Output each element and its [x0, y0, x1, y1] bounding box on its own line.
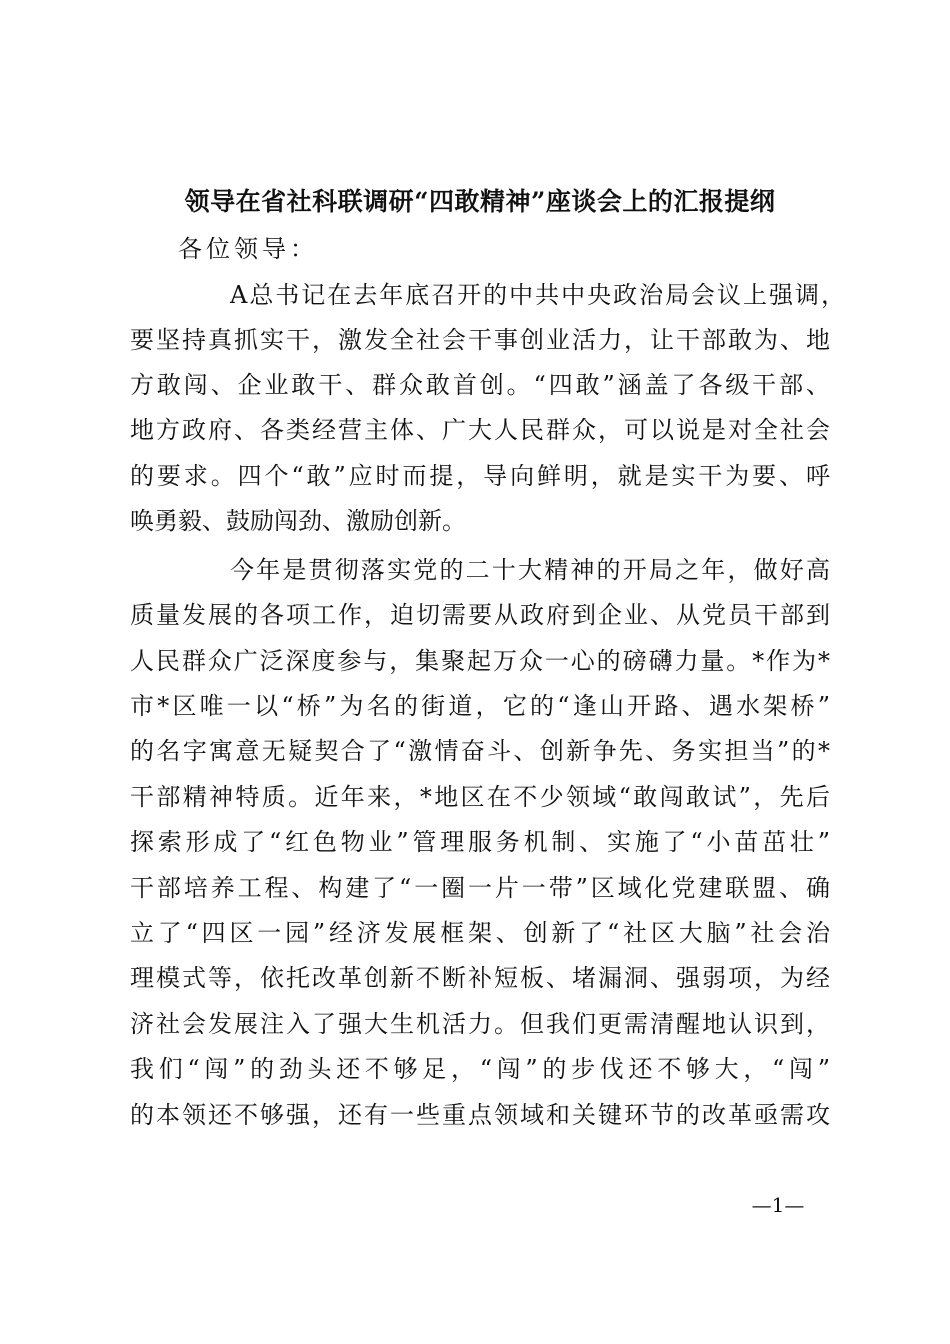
- salutation: 各位领导：: [178, 235, 318, 263]
- paragraph-2-line-1: 今年是贯彻落实党的二十大精神的开局之年，做好高: [230, 556, 830, 584]
- paragraph-1-line-4: 地方政府、各类经营主体、广大人民群众，可以说是对全社会: [130, 416, 830, 444]
- paragraph-2-line-5: 的名字寓意无疑契合了“激情奋斗、创新争先、务实担当”的*: [130, 737, 830, 765]
- paragraph-2-line-8: 干部培养工程、构建了“一圈一片一带”区域化党建联盟、确: [130, 874, 830, 902]
- paragraph-2-line-2: 质量发展的各项工作，迫切需要从政府到企业、从党员干部到: [130, 601, 830, 629]
- paragraph-2-line-9: 立了“四区一园”经济发展框架、创新了“社区大脑”社会治: [130, 919, 830, 947]
- paragraph-2-line-7: 探索形成了“红色物业”管理服务机制、实施了“小苗茁壮”: [130, 828, 830, 856]
- paragraph-2-line-10: 理模式等，依托改革创新不断补短板、堵漏洞、强弱项，为经: [130, 964, 830, 992]
- paragraph-2-line-12: 我们“闯”的劲头还不够足，“闯”的步伐还不够大，“闯”: [130, 1055, 830, 1083]
- page-number: —1—: [751, 1193, 805, 1217]
- paragraph-2-line-4: 市*区唯一以“桥”为名的街道，它的“逢山开路、遇水架桥”: [130, 692, 830, 720]
- paragraph-2-line-11: 济社会发展注入了强大生机活力。但我们更需清醒地认识到，: [130, 1010, 830, 1038]
- paragraph-1-line-3: 方敢闯、企业敢干、群众敢首创。“四敢”涵盖了各级干部、: [130, 371, 830, 399]
- paragraph-1-line-6: 唤勇毅、鼓励闯劲、激励创新。: [130, 507, 466, 535]
- paragraph-1-line-2: 要坚持真抓实干，激发全社会干事创业活力，让干部敢为、地: [130, 326, 830, 354]
- paragraph-2-line-3: 人民群众广泛深度参与，集聚起万众一心的磅礴力量。*作为*: [130, 647, 830, 675]
- document-title: 领导在省社科联调研“四敢精神”座谈会上的汇报提纲: [184, 187, 776, 216]
- paragraph-2-line-6: 干部精神特质。近年来，*地区在不少领域“敢闯敢试”，先后: [130, 783, 830, 811]
- paragraph-2-line-13: 的本领还不够强，还有一些重点领域和关键环节的改革亟需攻: [130, 1101, 830, 1129]
- paragraph-1-line-1: A总书记在去年底召开的中共中央政治局会议上强调，: [230, 281, 845, 309]
- paragraph-1-line-5: 的要求。四个“敢”应时而提，导向鲜明，就是实干为要、呼: [130, 462, 830, 490]
